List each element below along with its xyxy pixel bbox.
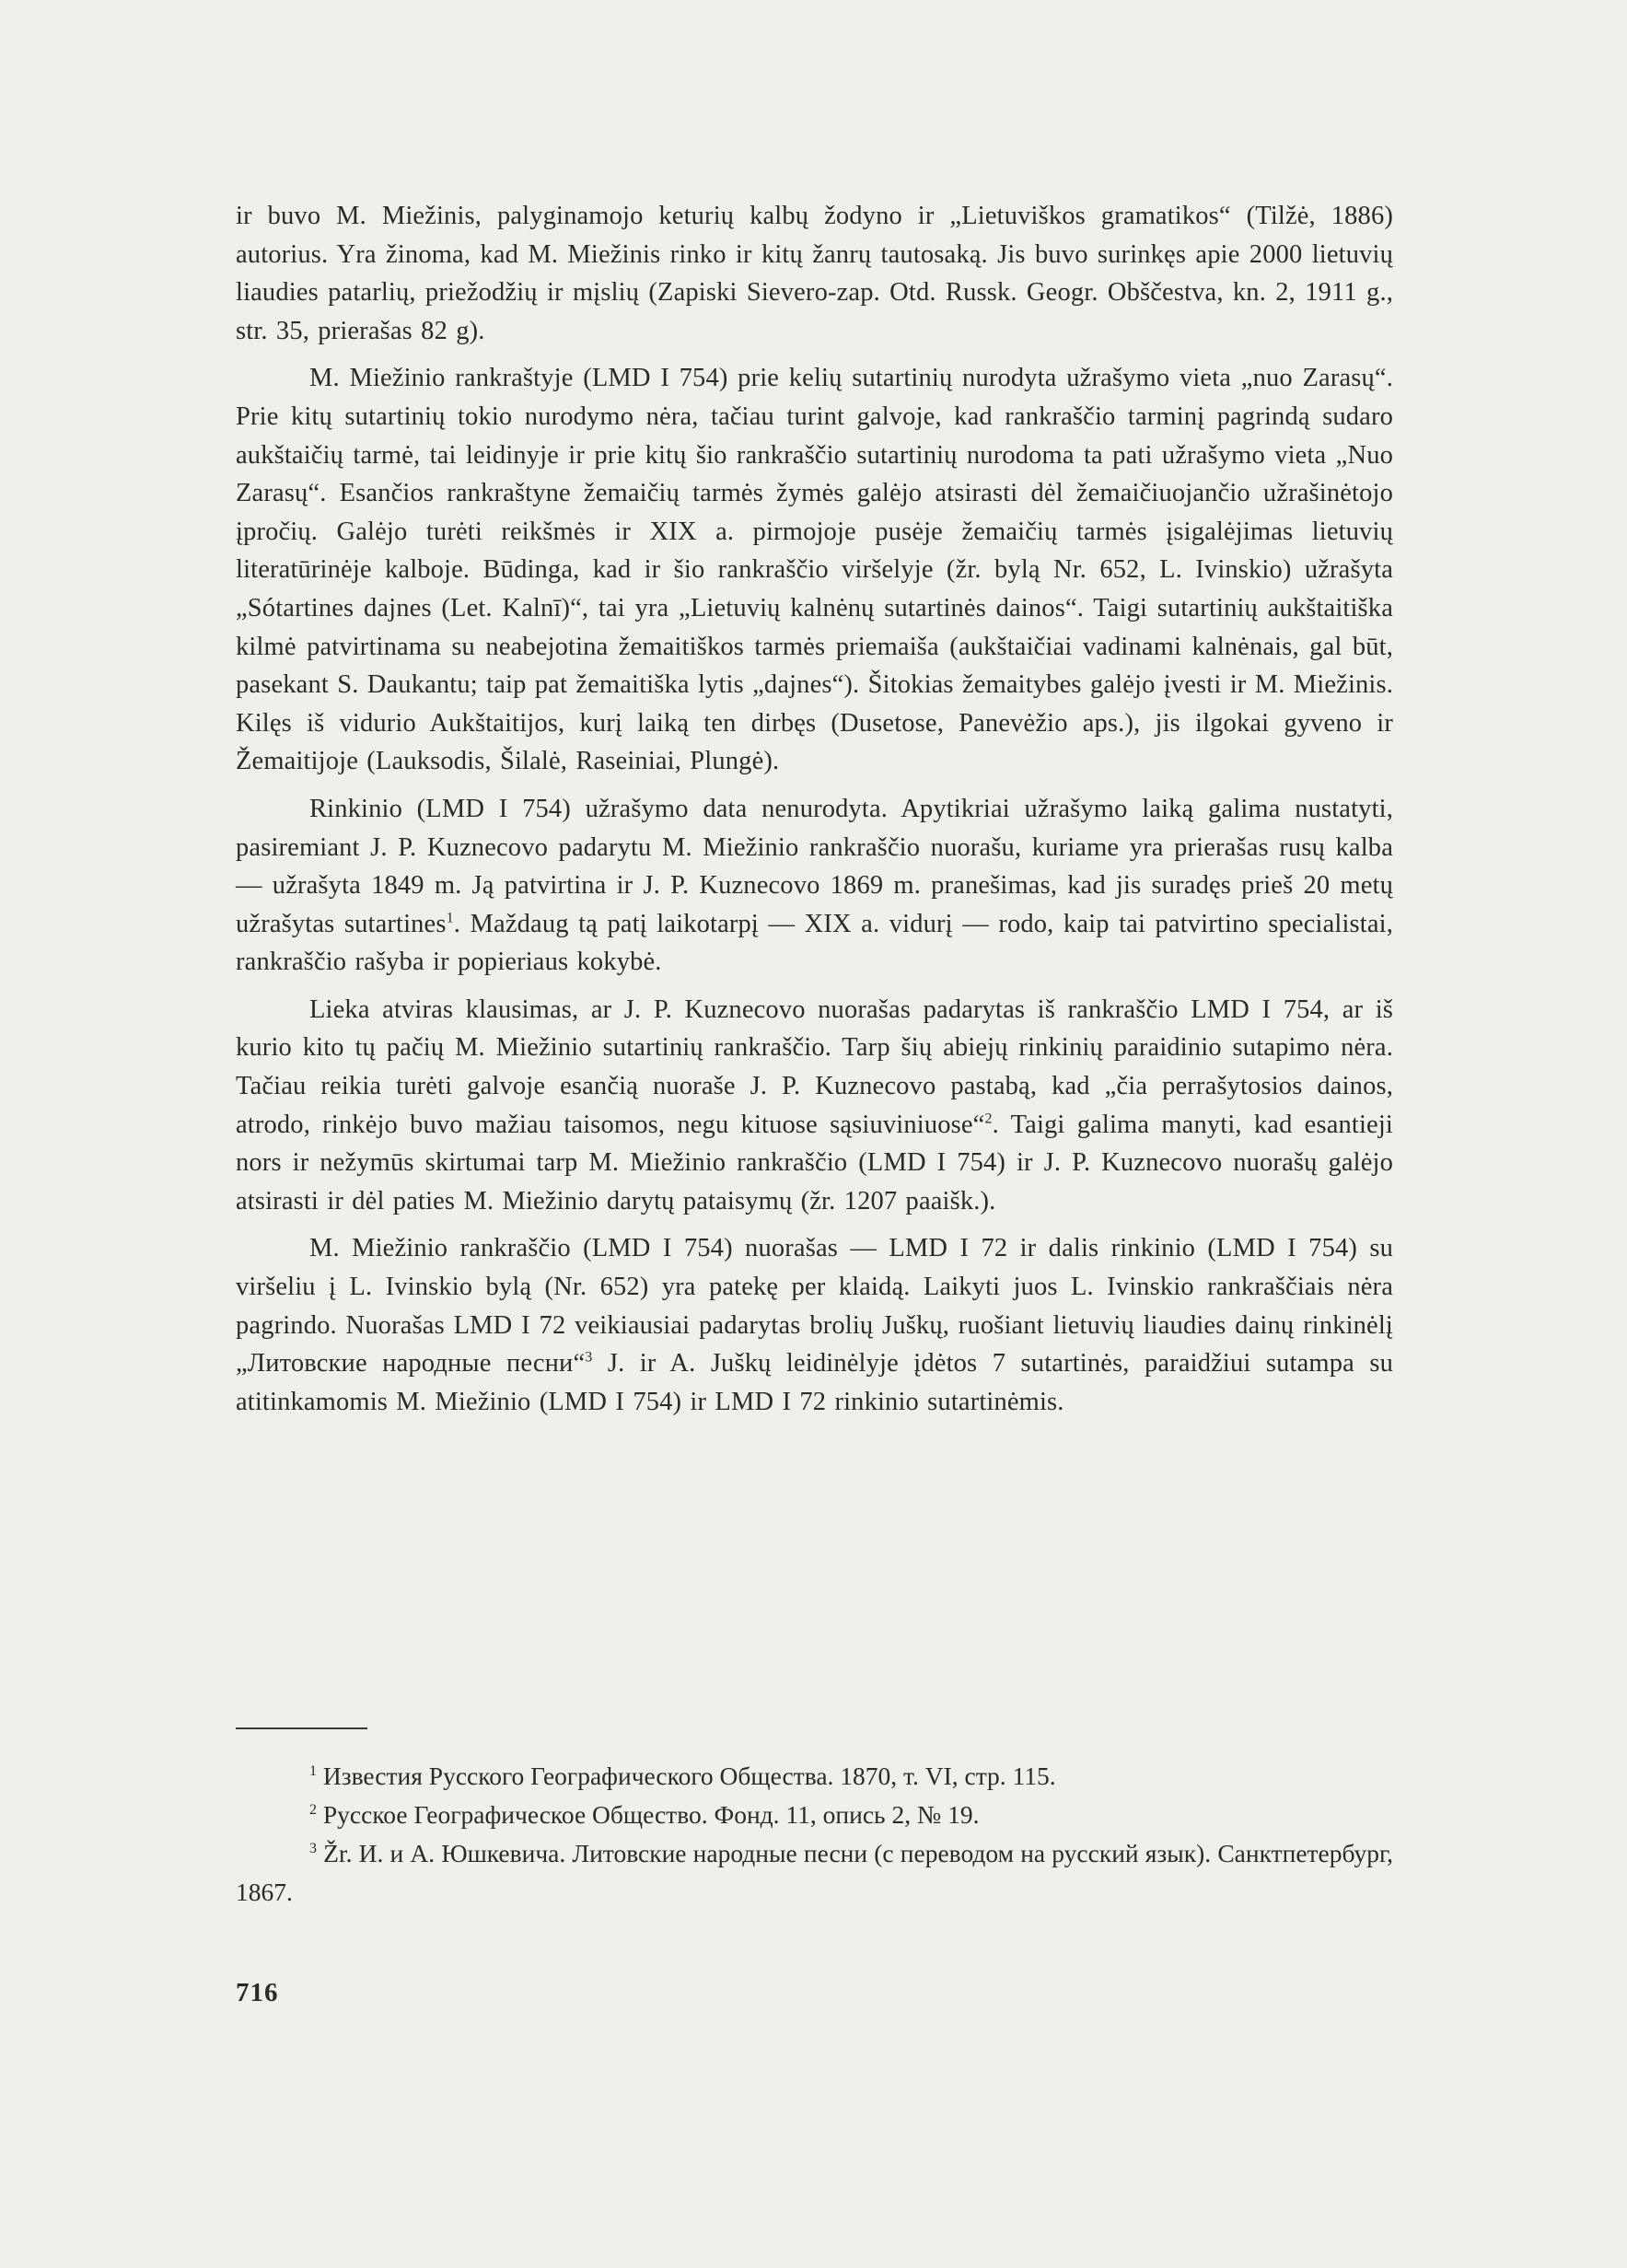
paragraph-3 <box>236 790 1393 982</box>
paragraph-5 <box>236 1229 1393 1421</box>
paragraph-5-text: M. Miežinio rankraščio (LMD I 754) nuorašas — LMD I 72 ir dalis rinkinio (LMD I 754) su viršeliu į L. Ivinskio bylą (Nr. 652) yra patekę per klaidą. Laikyti juos L. Ivinskio rankraščiais nėra pagrindo. Nuorašas LMD I 72 veikiausiai padarytas brolių Juškų, ruošiant lietuvių liaudies dainų rinkinėlį „Литовские народные песни“ <box>236 1234 1393 1378</box>
paragraph-1 <box>236 197 1393 350</box>
paragraph-4-text-after: . Taigi galima manyti, kad esantieji nors ir nežymūs skirtumai tarp M. Miežinio rankraščio (LMD I 754) ir J. P. Kuznecovo nuorašų galėjo atsirasti ir dėl paties M. Miežinio darytų pataisymų (žr. 1207 paaišk.). <box>236 1110 1393 1215</box>
footnote-ref-3: 3 <box>585 1349 593 1366</box>
paragraph-1-text: ir buvo M. Miežinis, palyginamojo keturių kalbų žodyno ir „Lietuviškos gramatikos“ (Tilžė, 1886) autorius. Yra žinoma, kad M. Miežinis rinko ir kitų žanrų tautosaką. Jis buvo surinkęs apie 2000 lietuvių liaudies patarlių, priežodžių ir mįslių (Zapiski Sievero-zap. Otd. Russk. Geogr. Obščestva, kn. 2, 1911 g., str. 35, prierašas 82 g). <box>236 202 1393 345</box>
paragraph-4 <box>236 991 1393 1221</box>
footnote-2 <box>236 1796 1393 1834</box>
footnote-divider <box>236 1727 367 1729</box>
footnote-1-text: Известия Русского Географического Общества. 1870, т. VI, стр. 115. <box>322 1762 1056 1790</box>
footnote-1 <box>236 1757 1393 1796</box>
footnotes <box>236 1757 1393 1912</box>
footnote-ref-1: 1 <box>446 910 454 926</box>
paragraph-3-text: Rinkinio (LMD I 754) užrašymo data nenurodyta. Apytikriai užrašymo laiką galima nustatyti, pasiremiant J. P. Kuznecovo padarytu M. Miežinio rankraščio nuorašu, kuriame yra prierašas rusų kalba — užrašyta 1849 m. Ją patvirtina ir J. P. Kuznecovo 1869 m. pranešimas, kad jis suradęs prieš 20 metų užrašytas sutartines <box>236 794 1393 938</box>
paragraph-2-text: M. Miežinio rankraštyje (LMD I 754) prie kelių sutartinių nurodyta užrašymo vieta „nuo Zarasų“. Prie kitų sutartinių tokio nurodymo nėra, tačiau turint galvoje, kad rankraščio tarminį pagrindą sudaro aukštaičių tarmė, tai leidinyje ir prie kitų šio rankraščio sutartinių nurodoma ta pati užrašymo vieta „Nuo Zarasų“. Esančios rankraštyne žemaičių tarmės žymės galėjo atsirasti dėl žemaičiuojančio užrašinėtojo įpročių. Galėjo turėti reikšmės ir XIX a. pirmojoje pusėje žemaičių tarmės įsigalėjimas lietuvių literatūrinėje kalboje. Būdinga, kad ir šio rankraščio viršelyje (žr. bylą Nr. 652, L. Ivinskio) užrašyta „Sótartines dajnes (Let. Kalnī)“, tai yra „Lietuvių kalnėnų sutartinės dainos“. Taigi sutartinių aukštaitiška kilmė patvirtinama su neabejotina žemaitiškos tarmės priemaiša (aukštaičiai vadinami kalnėnais, gal būt, pasekant S. Daukantu; taip pat žemaitiška lytis „dajnes“). Šitokias žemaitybes galėjo įvesti ir M. Miežinis. Kilęs iš vidurio Aukštaitijos, kurį laiką ten dirbęs (Dusetose, Panevėžio aps.), jis ilgokai gyveno ir Žemaitijoje (Lauksodis, Šilalė, Raseiniai, Plungė). <box>236 364 1393 776</box>
body-text <box>236 197 1393 1421</box>
footnote-ref-2: 2 <box>984 1111 993 1127</box>
paragraph-3-text-after: . Maždaug tą patį laikotarpį — XIX a. vidurį — rodo, kaip tai patvirtino specialistai, rankraščio rašyba ir popieriaus kokybė. <box>236 909 1393 977</box>
paragraph-2 <box>236 359 1393 781</box>
footnote-3-text: Žr. И. и А. Юшкевича. Литовские народные песни (с переводом на русский язык). Санктпетербург, 1867. <box>236 1839 1394 1906</box>
page-number: 716 <box>236 1978 279 2007</box>
footnote-1-mark: 1 <box>309 1762 317 1779</box>
paragraph-4-text: Lieka atviras klausimas, ar J. P. Kuznecovo nuorašas padarytas iš rankraščio LMD I 754, ar iš kurio kito tų pačių M. Miežinio sutartinių rankraščio. Tarp šių abiejų rinkinių paraidinio sutapimo nėra. Tačiau reikia turėti galvoje esančią nuoraše J. P. Kuznecovo pastabą, kad „čia perrašytosios dainos, atrodo, rinkėjo buvo mažiau taisomos, negu kituose sąsiuviniuose“ <box>236 994 1393 1139</box>
footnote-2-text: Русское Географическое Общество. Фонд. 11, опись 2, № 19. <box>322 1800 980 1829</box>
footnote-3-mark: 3 <box>309 1840 317 1856</box>
paragraph-5-text-after: J. ir A. Juškų leidinėlyje įdėtos 7 sutartinės, paraidžiui sutampa su atitinkamomis M. Miežinio (LMD I 754) ir LMD I 72 rinkinio sutartinėmis. <box>236 1349 1393 1416</box>
footnote-3 <box>236 1834 1393 1912</box>
footnote-2-mark: 2 <box>309 1801 317 1818</box>
